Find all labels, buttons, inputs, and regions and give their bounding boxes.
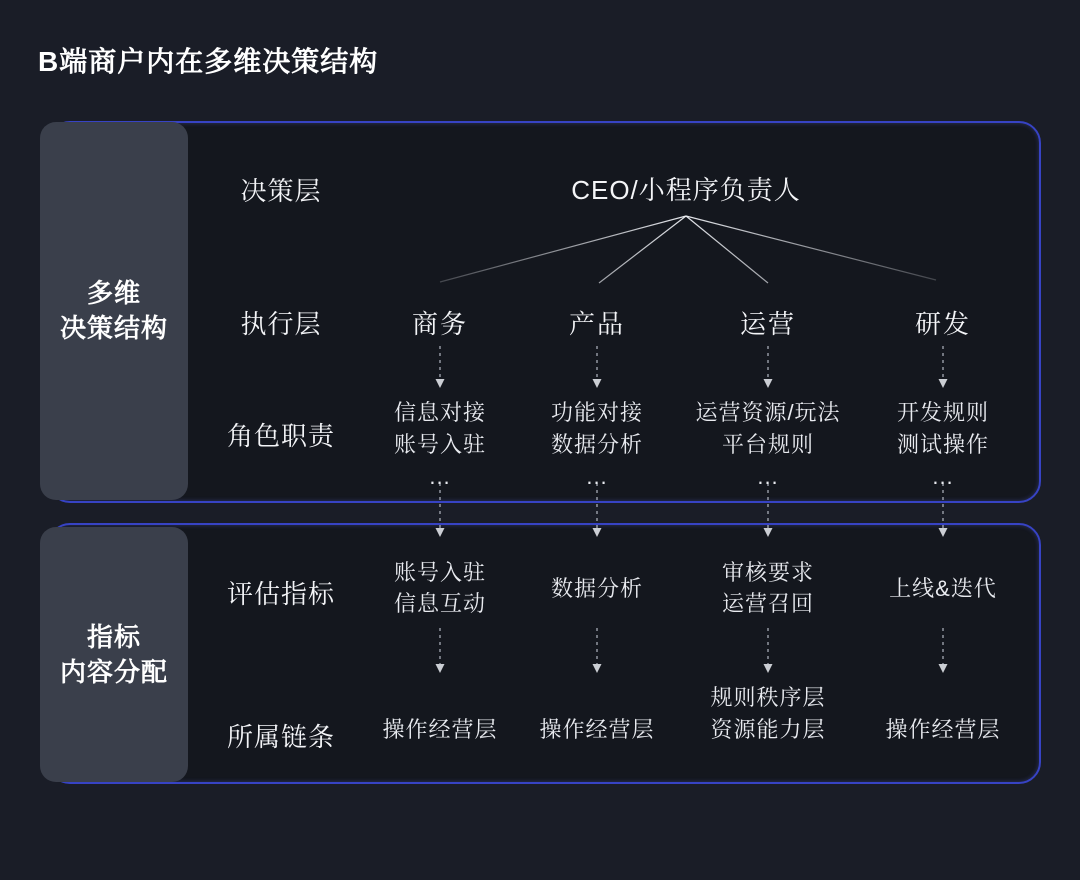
- row-label-chain: 所属链条: [226, 722, 335, 752]
- column-head-product: 产品: [568, 309, 625, 339]
- metrics-product: [497, 550, 697, 626]
- metric-item: 账号入驻: [393, 560, 486, 585]
- column-head-operation: 运营: [739, 309, 796, 339]
- role-item: 运营资源/玩法: [695, 400, 841, 425]
- chain-item: 操作经营层: [382, 717, 498, 742]
- metric-item: 上线&迭代: [889, 575, 997, 601]
- role-item: 平台规则: [721, 432, 814, 457]
- role-item: 开发规则: [896, 400, 989, 425]
- metric-item: 数据分析: [550, 575, 643, 601]
- chain-item: 规则秩序层: [710, 685, 826, 710]
- ellipsis-more: ...: [429, 464, 451, 489]
- row-label-decision-layer: 决策层: [240, 176, 322, 206]
- role-list-operation: [668, 397, 868, 493]
- chain-product: [497, 666, 697, 746]
- sidebar-label-line: 内容分配: [59, 656, 168, 687]
- ellipsis-more: ...: [586, 464, 608, 489]
- sidebar-label-line: 指标: [86, 621, 141, 652]
- chain-operation: [668, 666, 868, 746]
- role-item: 功能对接: [550, 400, 643, 425]
- metric-item: 审核要求: [721, 560, 814, 585]
- chain-item: 资源能力层: [710, 717, 826, 742]
- sidebar-metric-allocation: [40, 527, 188, 782]
- page-title: B端商户内在多维决策结构: [38, 46, 379, 77]
- sidebar-decision-structure: [40, 122, 188, 500]
- ellipsis-more: ...: [932, 464, 954, 489]
- sidebar-label-line: 决策结构: [59, 313, 168, 343]
- row-label-eval-metrics: 评估指标: [226, 579, 335, 609]
- role-item: 账号入驻: [393, 432, 486, 457]
- role-item: 测试操作: [896, 432, 989, 457]
- row-label-execution-layer: 执行层: [240, 309, 322, 339]
- column-head-rnd: 研发: [914, 309, 971, 339]
- role-list-rnd: [843, 397, 1043, 493]
- role-item: 数据分析: [550, 432, 643, 457]
- metrics-rnd: [843, 550, 1043, 626]
- chain-item: 操作经营层: [539, 717, 655, 742]
- role-list-product: [497, 397, 697, 493]
- metric-item: 运营召回: [721, 591, 814, 616]
- metric-item: 信息互动: [393, 591, 486, 616]
- row-label-role-duty: 角色职责: [226, 421, 335, 451]
- chain-item: 操作经营层: [885, 717, 1001, 742]
- metrics-operation: [668, 550, 868, 626]
- ceo-node: CEO/小程序负责人: [571, 175, 801, 205]
- sidebar-label-line: 多维: [86, 278, 141, 308]
- chain-rnd: [843, 666, 1043, 746]
- role-item: 信息对接: [393, 400, 486, 425]
- column-head-business: 商务: [411, 309, 468, 339]
- ellipsis-more: ...: [757, 464, 779, 489]
